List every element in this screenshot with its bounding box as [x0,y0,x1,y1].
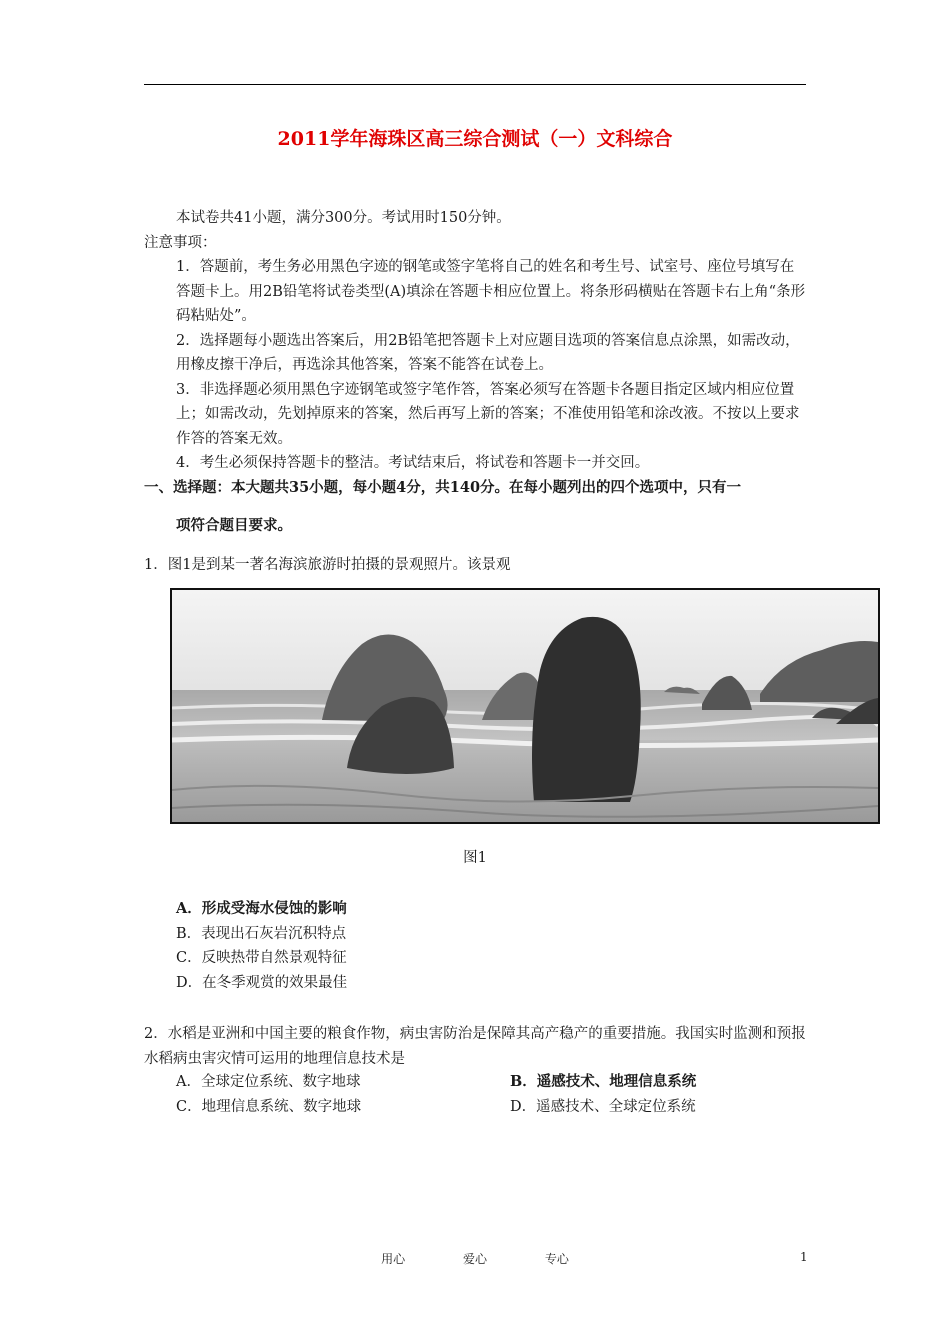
note-3: 3．非选择题必须用黑色字迹钢笔或签字笔作答，答案必须写在答题卡各题目指定区域内相应位置上；如需改动，先划掉原来的答案，然后再写上新的答案；不准使用铅笔和涂改液。不按以上要求作答的答案无效。 [176,381,800,447]
q1-stem: 1．图1是到某一著名海滨旅游时拍摄的景观照片。该景观 [144,556,511,573]
section-heading-cont: 项符合题目要求。 [176,517,292,534]
intro-text: 本试卷共41小题，满分300分。考试用时150分钟。 [176,210,511,226]
q2-stem: 2．水稻是亚洲和中国主要的粮食作物，病虫害防治是保障其高产稳产的重要措施。我国实时监测和预报水稻病虫害灾情可运用的地理信息技术是 [144,1026,806,1067]
figure-1-caption: 图1 [463,850,487,866]
instructions [144,206,808,577]
header-rule [144,84,806,85]
footer-item-1: 用心 [381,1252,406,1266]
note-1: 1．答题前，考生务必用黑色字迹的钢笔或签字笔将自己的姓名和考生号、试室号、座位号填写在答题卡上。用2B铅笔将试卷类型(A)填涂在答题卡相应位置上。将条形码横贴在答题卡右上角“条形码粘贴处”。 [176,259,806,324]
q1-option-a: A．形成受海水侵蚀的影响 [176,900,347,917]
note-2: 2．选择题每小题选出答案后，用2B铅笔把答题卡上对应题目选项的答案信息点涂黑，如需改动，用橡皮擦干净后，再选涂其他答案，答案不能答在试卷上。 [176,332,800,373]
q2-options [176,1070,844,1119]
q1-option-c: C．反映热带自然景观特征 [176,950,347,966]
q2-option-c: C．地理信息系统、数字地球 [176,1098,362,1115]
page-number: 1 [800,1250,808,1264]
note-4: 4．考生必须保持答题卡的整洁。考试结束后，将试卷和答题卡一并交回。 [176,455,650,471]
q1-option-b: B．表现出石灰岩沉积特点 [176,925,347,942]
q2-option-b: B．遥感技术、地理信息系统 [510,1073,697,1090]
page-title: 2011学年海珠区高三综合测试（一）文科综合 [277,128,673,150]
q2 [144,1022,808,1071]
q1-option-d: D．在冬季观赏的效果最佳 [176,974,348,991]
q2-option-d: D．遥感技术、全球定位系统 [510,1098,696,1115]
footer-item-2: 爱心 [462,1252,487,1266]
seascape-illustration [172,590,878,822]
notice-label: 注意事项： [144,234,217,251]
q2-option-a: A．全球定位系统、数字地球 [176,1074,361,1090]
figure-1-photo [170,588,880,824]
q1-options [176,897,347,995]
footer-item-3: 专心 [544,1252,569,1266]
section-heading: 一、选择题：本大题共35小题，每小题4分，共140分。在每小题列出的四个选项中，只有一 [144,478,742,496]
